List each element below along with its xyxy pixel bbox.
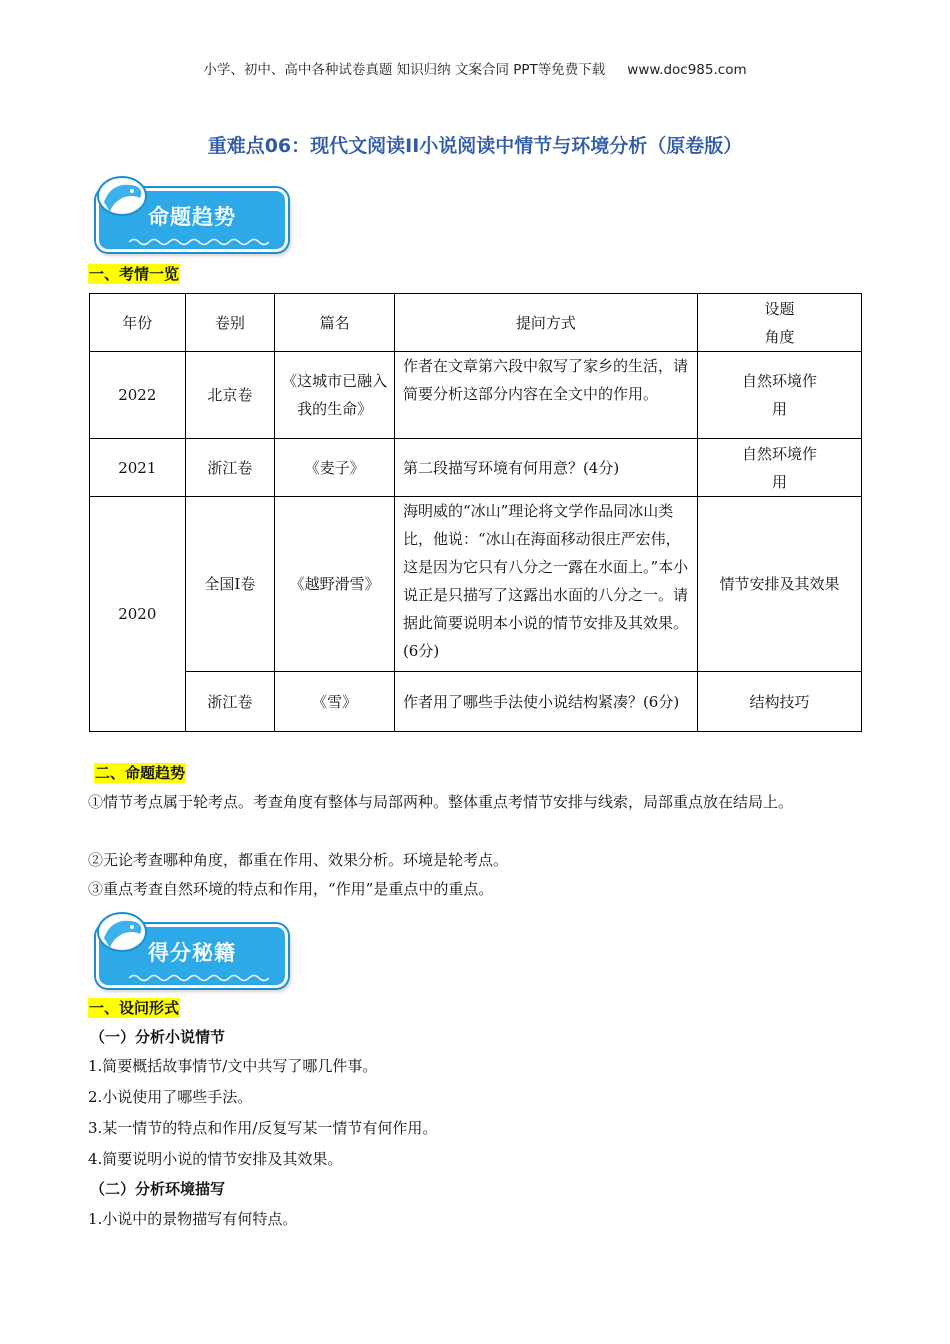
cell-paper: 浙江卷 — [185, 439, 275, 497]
cell-question: 第二段描写环境有何用意？(4分) — [394, 439, 697, 497]
wave-decoration-icon — [129, 973, 269, 983]
list-item: 1.小说中的景物描写有何特点。 — [88, 1210, 298, 1228]
cell-question: 海明威的“冰山”理论将文学作品同冰山类比，他说：“冰山在海面移动很庄严宏伟，这是因为它只有八分之一露在水面上。”本小说正是只描写了这露出水面的八分之一。请据此简要说明本小说的情节安排及其效果。(6分) — [394, 497, 697, 672]
cell-title: 《雪》 — [275, 672, 395, 732]
dolphin-icon — [92, 172, 152, 232]
cell-paper: 浙江卷 — [185, 672, 275, 732]
banner-secrets — [92, 908, 288, 994]
cell-question: 作者用了哪些手法使小说结构紧凑？(6分) — [394, 672, 697, 732]
trend-point: ③重点考查自然环境的特点和作用，“作用”是重点中的重点。 — [88, 880, 494, 898]
list-item: 3.某一情节的特点和作用/反复写某一情节有何作用。 — [88, 1119, 438, 1137]
cell-title: 《越野滑雪》 — [275, 497, 395, 672]
exam-table — [89, 293, 862, 732]
section2-heading: 二、命题趋势 — [95, 764, 186, 782]
section1-heading: 一、考情一览 — [89, 265, 180, 283]
list-item: 4.简要说明小说的情节安排及其效果。 — [88, 1150, 343, 1168]
cell-angle: 结构技巧 — [697, 672, 861, 732]
col-header-paper: 卷别 — [185, 294, 275, 352]
header-text: 小学、初中、高中各种试卷真题 知识归纳 文案合同 PPT等免费下载 — [203, 62, 606, 78]
col-header-angle: 设题 角度 — [697, 294, 861, 352]
cell-year: 2021 — [90, 439, 186, 497]
subheading-plot: （一）分析小说情节 — [90, 1028, 226, 1046]
cell-paper: 北京卷 — [185, 352, 275, 439]
table-row — [90, 439, 862, 497]
cell-paper: 全国Ⅰ卷 — [185, 497, 275, 672]
header-site: www.doc985.com — [627, 62, 747, 78]
list-item: 2.小说使用了哪些手法。 — [88, 1088, 253, 1106]
trend-point: ①情节考点属于轮考点。考查角度有整体与局部两种。整体重点考情节安排与线索，局部重点放在结局上。 — [88, 793, 794, 811]
cell-title: 《这城市已融入我的生命》 — [275, 352, 395, 439]
table-row — [90, 672, 862, 732]
table-row — [90, 497, 862, 672]
table-header-row — [90, 294, 862, 352]
banner-trend — [92, 172, 288, 258]
banner-label: 得分秘籍 — [148, 941, 236, 965]
section3-heading: 一、设问形式 — [89, 999, 180, 1017]
trend-point: ②无论考查哪种角度，都重在作用、效果分析。环境是轮考点。 — [88, 851, 509, 869]
cell-title: 《麦子》 — [275, 439, 395, 497]
cell-question: 作者在文章第六段中叙写了家乡的生活，请简要分析这部分内容在全文中的作用。 — [394, 352, 697, 439]
dolphin-icon — [92, 908, 152, 968]
page-header — [0, 58, 950, 78]
banner-label: 命题趋势 — [148, 205, 236, 229]
subheading-environment: （二）分析环境描写 — [90, 1180, 226, 1198]
wave-decoration-icon — [129, 237, 269, 247]
cell-year: 2020 — [90, 497, 186, 732]
cell-year: 2022 — [90, 352, 186, 439]
cell-angle: 情节安排及其效果 — [697, 497, 861, 672]
col-header-title: 篇名 — [275, 294, 395, 352]
col-header-question: 提问方式 — [394, 294, 697, 352]
col-header-year: 年份 — [90, 294, 186, 352]
cell-angle: 自然环境作用 — [697, 352, 861, 439]
table-row — [90, 352, 862, 439]
cell-angle: 自然环境作用 — [697, 439, 861, 497]
list-item: 1.简要概括故事情节/文中共写了哪几件事。 — [88, 1057, 378, 1075]
page-title: 重难点06：现代文阅读II小说阅读中情节与环境分析（原卷版） — [207, 135, 743, 157]
